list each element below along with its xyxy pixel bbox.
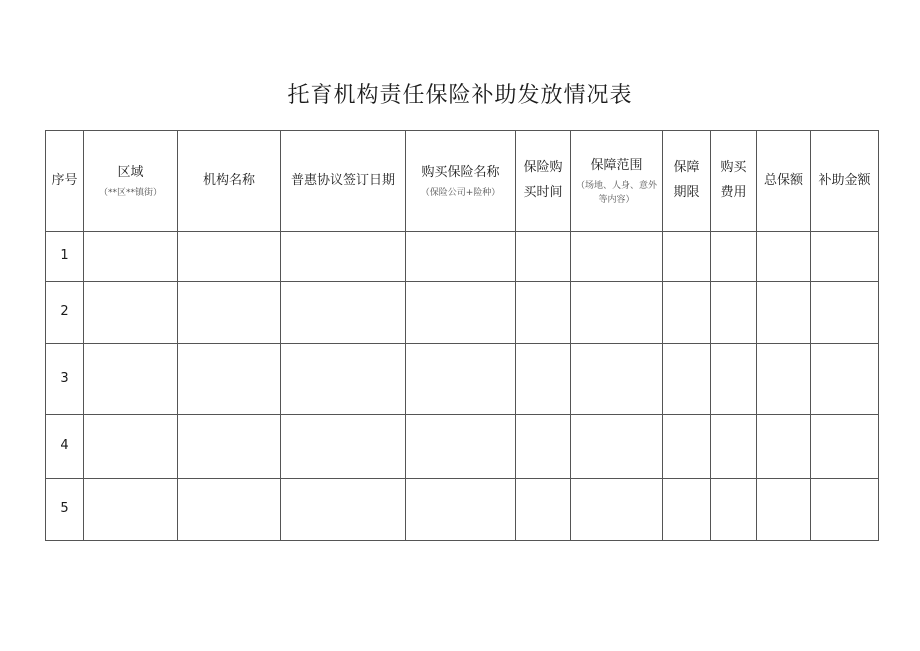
header-insurance-name — [406, 131, 516, 232]
header-coverage-scope — [571, 131, 663, 232]
header-region-note: （**区**镇街） — [98, 188, 162, 199]
table-row — [46, 232, 879, 282]
header-agreement-date: 普惠协议签订日期 — [281, 131, 406, 232]
row-number: 1 — [46, 232, 84, 282]
subsidy-table — [45, 130, 879, 541]
table-row — [46, 282, 879, 344]
row-number: 5 — [46, 479, 84, 541]
header-insurance-name-label: 购买保险名称 — [421, 165, 500, 181]
table-row — [46, 415, 879, 479]
page-title: 托育机构责任保险补助发放情况表 — [287, 83, 633, 108]
table-row — [46, 479, 879, 541]
header-purchase-time: 保险购买时间 — [516, 131, 571, 232]
header-purchase-cost: 购买费用 — [711, 131, 757, 232]
table-row — [46, 344, 879, 415]
header-total-insured: 总保额 — [757, 131, 811, 232]
header-region — [84, 131, 178, 232]
header-insurance-name-note: （保险公司+险种） — [420, 188, 501, 199]
row-number: 4 — [46, 415, 84, 479]
header-coverage-scope-label: 保障范围 — [590, 158, 643, 174]
header-subsidy-amount: 补助金额 — [811, 131, 879, 232]
header-region-label: 区域 — [117, 165, 144, 181]
header-seq: 序号 — [46, 131, 84, 232]
row-number: 2 — [46, 282, 84, 344]
header-org-name: 机构名称 — [178, 131, 281, 232]
row-number: 3 — [46, 344, 84, 415]
header-coverage-scope-note: （场地、人身、意外等内容） — [575, 180, 657, 206]
header-row — [46, 131, 879, 232]
header-coverage-period: 保障期限 — [663, 131, 711, 232]
